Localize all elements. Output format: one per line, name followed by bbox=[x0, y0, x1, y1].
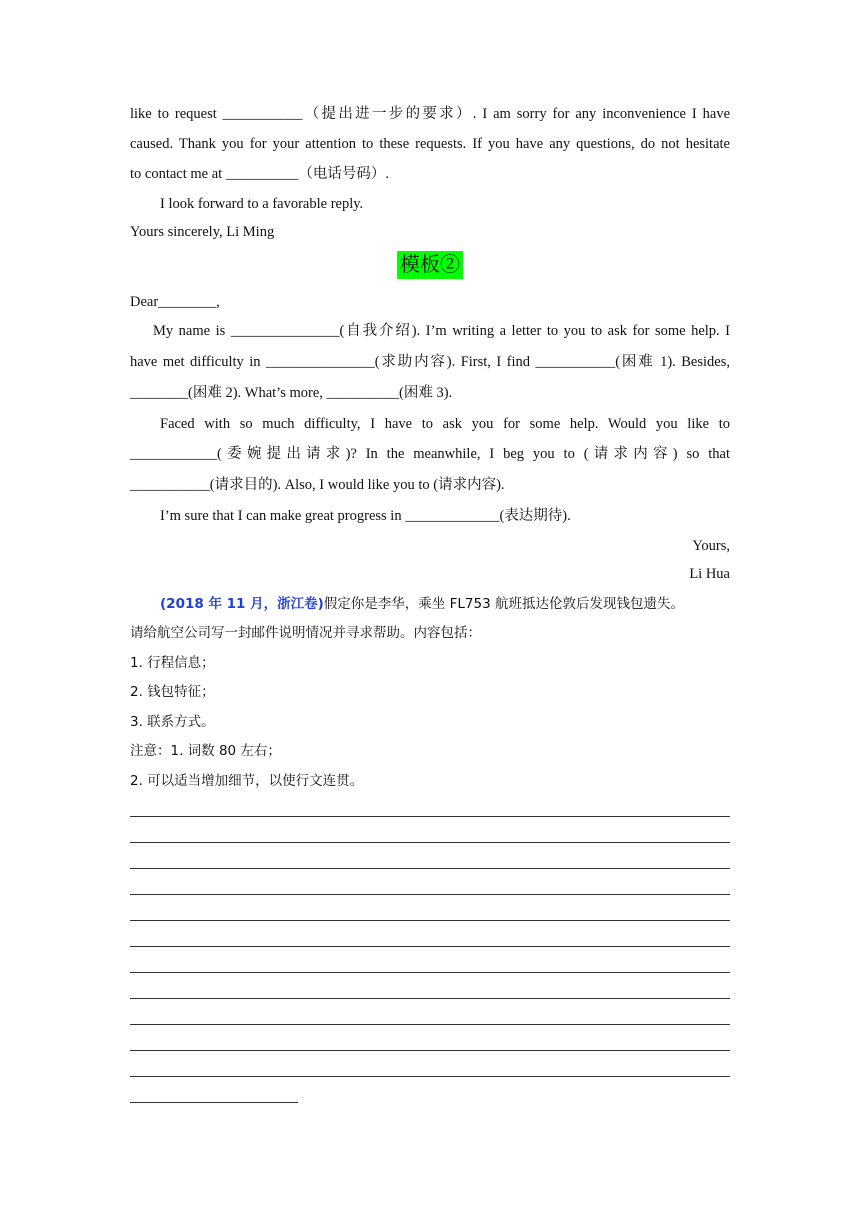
task-note-2: 2. 可以适当增加细节，以使行文连贯。 bbox=[130, 773, 364, 789]
template2-signature: Li Hua bbox=[689, 566, 730, 582]
answer-line bbox=[130, 1024, 730, 1025]
template2-p1-line-2: have met difficulty in _______________(求助内容). First, I find ___________(困难 1). Besides, bbox=[130, 354, 730, 370]
answer-line bbox=[130, 946, 730, 947]
answer-line-end bbox=[130, 1102, 298, 1103]
template2-p2-line-1: Faced with so much difficulty, I have to ask you for some help. Would you like to bbox=[160, 416, 730, 432]
template1-line-2: caused. Thank you for your attention to these requests. If you have any questions, do not hesitate bbox=[130, 136, 730, 152]
template1-line-3: to contact me at __________（电话号码）. bbox=[130, 166, 389, 182]
template2-p2-line-3: ___________(请求目的). Also, I would like you to (请求内容). bbox=[130, 477, 505, 493]
task-source: (2018 年 11 月，浙江卷) bbox=[160, 596, 324, 612]
task-prompt-line-1 bbox=[160, 594, 730, 614]
answer-line bbox=[130, 1050, 730, 1051]
task-item-1: 1. 行程信息； bbox=[130, 655, 215, 671]
answer-line bbox=[130, 920, 730, 921]
template2-title: 模板② bbox=[397, 251, 463, 279]
answer-line bbox=[130, 842, 730, 843]
answer-line bbox=[130, 816, 730, 817]
task-prompt-line-2: 请给航空公司写一封邮件说明情况并寻求帮助。内容包括： bbox=[130, 625, 481, 641]
task-prompt-text-1: 假定你是李华，乘坐 FL753 航班抵达伦敦后发现钱包遗失。 bbox=[323, 596, 684, 612]
template2-salutation: Dear________, bbox=[130, 294, 220, 310]
template2-p3: I’m sure that I can make great progress in _____________(表达期待). bbox=[160, 508, 571, 524]
template2-closing: Yours, bbox=[692, 538, 730, 554]
answer-line bbox=[130, 998, 730, 999]
answer-line bbox=[130, 894, 730, 895]
answer-line bbox=[130, 972, 730, 973]
template2-p2-line-2: ____________(委婉提出请求)? In the meanwhile, I beg you to (请求内容) so that bbox=[130, 446, 730, 462]
task-note-1: 注意：1. 词数 80 左右； bbox=[130, 743, 281, 759]
template1-closing-sentence: I look forward to a favorable reply. bbox=[160, 196, 364, 212]
template2-p1-line-3: ________(困难 2). What’s more, __________(困难 3). bbox=[130, 385, 453, 401]
template1-line-1: like to request ___________（提出进一步的要求）. I am sorry for any inconvenience I have bbox=[130, 106, 730, 122]
template1-signature: Yours sincerely, Li Ming bbox=[130, 224, 275, 240]
template2-p1-line-1: My name is _______________(自我介绍). I’m writing a letter to you to ask for some help. I bbox=[153, 323, 730, 339]
answer-line bbox=[130, 868, 730, 869]
answer-line bbox=[130, 1076, 730, 1077]
template2-title-row bbox=[130, 251, 730, 279]
task-item-3: 3. 联系方式。 bbox=[130, 714, 215, 730]
task-item-2: 2. 钱包特征； bbox=[130, 684, 215, 700]
